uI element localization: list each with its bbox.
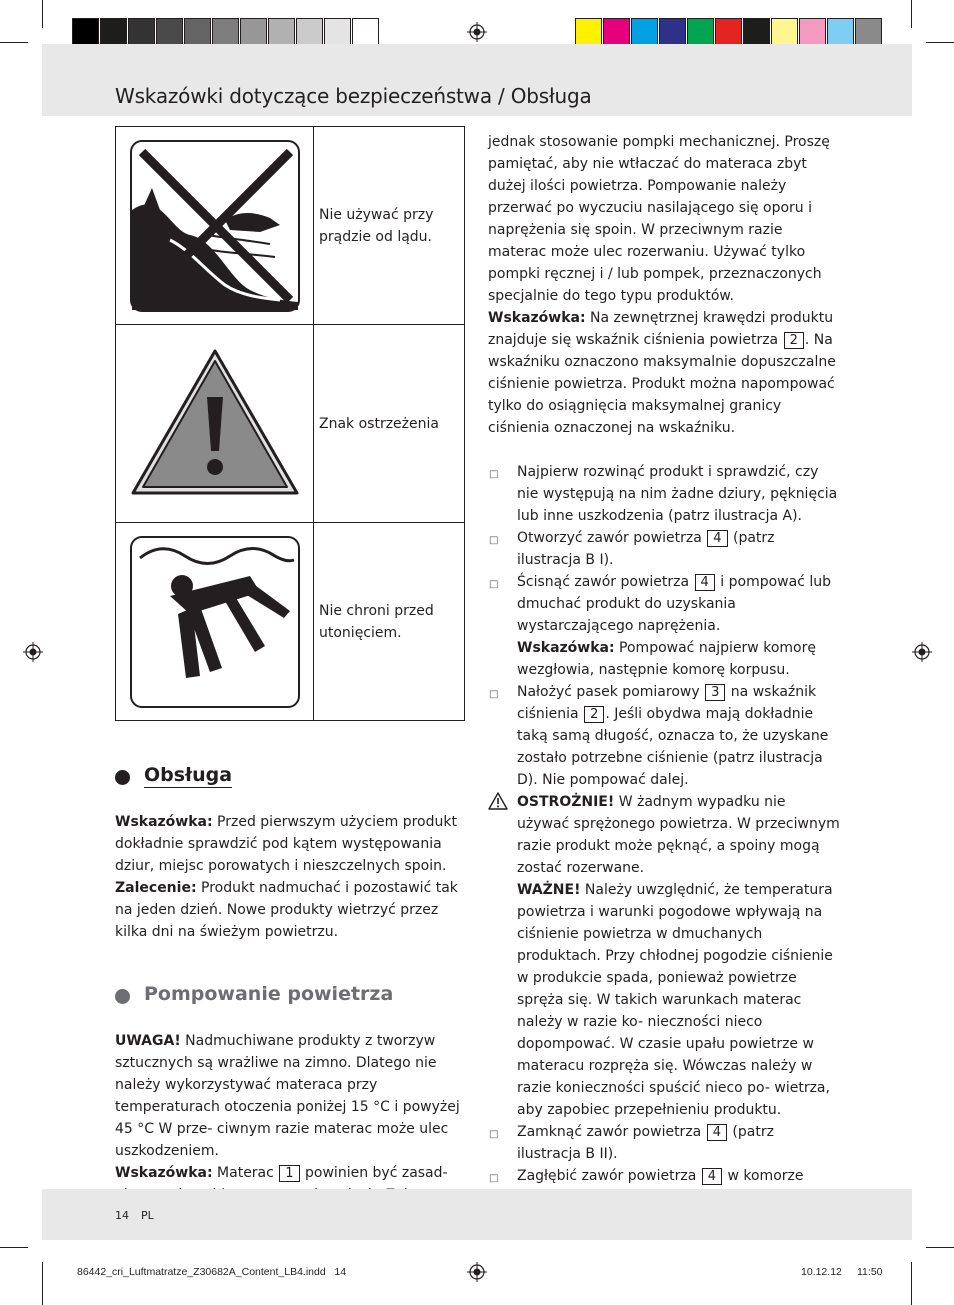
language-code: PL (141, 1209, 154, 1222)
crop-mark (926, 1247, 954, 1248)
crop-mark (911, 0, 912, 28)
gray-swatch (184, 18, 211, 46)
crop-mark (42, 1262, 43, 1305)
section-bullet (115, 989, 130, 1004)
part-number-badge: 4 (707, 1124, 727, 1141)
file-slug: 86442_cri_Luftmatratze_Z30682A_Content_LB4.indd 14 (77, 1266, 347, 1278)
gray-swatch (156, 18, 183, 46)
list-item: □ Zagłębić zawór powietrza 4 w komorze (488, 1165, 842, 1209)
pompowanie-section: UWAGA! Nadmuchiwane produkty z tworzyw sztucznych są wrażliwe na zimno. Dlatego nie należy wykorzystywać materaca przy temperaturach otoczenia poniżej 15 °C i powyżej 45 °C W prze- ciwnym razie materac może ulec uszkodzeniem. Wskazówka: Materac 1 powinien być zasad- (115, 1033, 460, 1181)
section-heading-obsluga: Obsługa (144, 764, 233, 786)
color-swatch (631, 18, 658, 46)
color-swatch (603, 18, 630, 46)
gray-swatch (352, 18, 379, 46)
color-swatch (771, 18, 798, 46)
note-text: Przed pierwszym użyciem produkt dokładnie sprawdzić pod kątem występowania dziur, miejsc porowatych i nieszczelnych spoin. (115, 814, 457, 874)
gray-swatch (128, 18, 155, 46)
table-row (116, 127, 465, 325)
gray-swatch (100, 18, 127, 46)
crop-mark (911, 1262, 912, 1305)
section-heading-pompowanie: Pompowanie powietrza (144, 983, 394, 1005)
list-item: □ Nałożyć pasek pomiarowy 3 na wskaźnik ciśnienia 2 . Jeśli obydwa mają dokładnie taką samą długość, oznacza to, że uzyskane zostało potrzebne ciśnienie (patrz ilustracja D). Nie pompować dalej. (489, 684, 829, 788)
color-swatch (575, 18, 602, 46)
checkbox-bullet-icon: □ (489, 579, 499, 590)
recommendation-text: Produkt nadmuchać i pozostawić tak na jeden dzień. Nowe produkty wietrzyć przez kilka dni na świeżym powietrzu. (115, 880, 458, 940)
symbol-description: Nie chroni przed utonięciem. (314, 523, 465, 721)
recommendation-label: Zalecenie: (115, 880, 197, 896)
no-drowning-protection-icon (130, 536, 300, 708)
part-number-badge: 4 (695, 574, 715, 591)
warning-triangle-icon (129, 347, 301, 501)
registration-mark-icon (467, 22, 487, 42)
checkbox-bullet-icon: □ (489, 469, 499, 480)
list-item: □ Zamknąć zawór powietrza 4 (patrz ilustracja B II). (489, 1124, 774, 1162)
registration-mark-icon (912, 642, 932, 662)
note-label: Wskazówka: (115, 1165, 213, 1181)
part-number-badge: 1 (279, 1165, 299, 1182)
gray-swatch (324, 18, 351, 46)
crop-mark (42, 0, 43, 28)
color-swatch (715, 18, 742, 46)
gray-swatch (72, 18, 99, 46)
crop-mark (0, 42, 28, 43)
part-number-badge: 4 (702, 1168, 722, 1185)
caution-text: Nadmuchiwane produkty z tworzyw sztucznych są wrażliwe na zimno. Dlatego nie należy wykorzystywać materaca przy temperaturach otoczenia poniżej 15 °C i powyżej 45 °C W prze- ciwnym razie materac może ulec uszkodzeniem. (115, 1033, 460, 1159)
color-swatch (827, 18, 854, 46)
right-column: jednak stosowanie pompki mechanicznej. Proszę pamiętać, aby nie wtłaczać do materaca zbyt dużej ilości powietrza. Pompowanie należy przerwać po wyczuciu nasilającego się oporu i naprężenia się spoin. W przeciwnym razie materac może ulec rozerwaniu. Używać tylko pompki ręcznej i / lub pompek, przeznaczonych specjalnie do tego typu produktów. Wskazówka: Na zewnętrznej krawędzi produktu znajduje się wskaźnik ciśnienia powietrza 2 . Na wskaźniku oznaczono maksymalnie dopuszczalne ciśnienie powietrza. Produkt można napompować tylko do osiągnięcia maksymalnej granicy ciśnienia oznaczonej na wskaźniku. □ Najpierw rozwinąć produkt i sprawdzić, czy nie występują na nim żadne dziury, pęknięcia lub inne uszkodzenia (patrz ilustracja A). □ Otworzyć zawór powietrza 4 (patrz ilustracja B I). □ Ścisnąć zawór powietrza 4 i pompować lub dmuchać produkt do uzyskania wystarczającego naprężenia. Wskazówka: Pompować najpierw komorę wezgłowia, następnie komorę korpusu. □ Nałożyć pasek pomiarowy 3 na wskaźnik ciśnienia 2 . Jeśli obydwa mają dokładnie taką samą długość, oznacza to, że uzyskane zostało potrzebne ciśnienie (patrz ilustracja D). Nie pompować dalej. OSTROŻNIE! W żadnym wypadku nie używać sprężonego powietrza. W przeciwnym razie produkt może pęknąć, a spoiny mogą zostać rozerwane. WAŻNE! Należy uwzględnić, że temperatura powietrza i warunki pogodowe wpływają na ciśnienie powietrza w dmuchanych produktach. Przy chłodnej pogodzie ciśnienie w produkcie spada, ponieważ powietrze spręża się. W takich warunkach materac należy w razie ko- nieczności nieco dopompować. W czasie upału powietrze w materacu rozpręża się. Wówczas należy w razie konieczności spuścić nieco po- wietrza, aby zapobiec przepełnieniu produktu. □ Zamknąć zawór powietrza 4 (patrz ilustracja B II). □ Zagłębić zawór powietrza 4 w komorze (488, 131, 842, 1209)
color-swatch (799, 18, 826, 46)
color-swatch (743, 18, 770, 46)
part-number-badge: 4 (707, 530, 727, 547)
symbol-description: Znak ostrzeżenia (314, 325, 465, 523)
part-number-badge: 2 (584, 706, 604, 723)
registration-mark-icon (23, 642, 43, 662)
symbols-table (115, 126, 465, 721)
section-bullet (115, 770, 130, 785)
checkbox-bullet-icon: □ (489, 1129, 499, 1140)
slug-time: 11:50 (857, 1266, 883, 1278)
color-swatch (687, 18, 714, 46)
note-label: Wskazówka: (488, 310, 586, 326)
list-item: □ Otworzyć zawór powietrza 4 (patrz ilustracja B I). (489, 530, 775, 568)
crop-mark (0, 1247, 28, 1248)
list-item: □ Najpierw rozwinąć produkt i sprawdzić, czy nie występują na nim żadne dziury, pęknięcia lub inne uszkodzenia (patrz ilustracja A). (489, 464, 838, 524)
gray-swatch (212, 18, 239, 46)
table-row (116, 523, 465, 721)
page-number: 14 (115, 1209, 129, 1222)
note-label: Wskazówka: (517, 640, 615, 656)
obsluga-section (115, 811, 467, 943)
table-row (116, 325, 465, 523)
gray-swatch (268, 18, 295, 46)
registration-mark-icon (467, 1262, 487, 1282)
checkbox-bullet-icon: □ (489, 1173, 499, 1184)
footer-band (42, 1189, 912, 1240)
checkbox-bullet-icon: □ (489, 535, 499, 546)
caution-label: UWAGA! (115, 1033, 181, 1049)
crop-mark (926, 42, 954, 43)
symbol-description: Nie używać przy prądzie od lądu. (314, 127, 465, 325)
warning-triangle-icon (488, 792, 508, 810)
slug-date: 10.12.12 (801, 1266, 842, 1278)
paragraph: jednak stosowanie pompki mechanicznej. Proszę pamiętać, aby nie wtłaczać do materaca zbyt dużej ilości powietrza. Pompowanie należy przerwać po wyczuciu nasilającego się oporu i naprężenia się spoin. W przeciwnym razie materac może ulec rozerwaniu. Używać tylko pompki ręcznej i / lub pompek, przeznaczonych specjalnie do tego typu produktów. (488, 134, 830, 304)
color-swatch (659, 18, 686, 46)
note-label: Wskazówka: (115, 814, 213, 830)
important-label: WAŻNE! (517, 882, 581, 898)
checkbox-bullet-icon: □ (489, 689, 499, 700)
color-swatch (855, 18, 882, 46)
part-number-badge: 3 (705, 684, 725, 701)
gray-swatch (296, 18, 323, 46)
gray-swatch (240, 18, 267, 46)
warning-label: OSTROŻNIE! (517, 794, 615, 810)
no-offshore-wind-icon (130, 140, 300, 312)
part-number-badge: 2 (784, 332, 804, 349)
list-item: □ Ścisnąć zawór powietrza 4 i pompować lub dmuchać produkt do uzyskania wystarczającego naprężenia. Wskazówka: Pompować najpierw komorę wezgłowia, następnie komorę korpusu. (489, 574, 831, 678)
warning-item: OSTROŻNIE! W żadnym wypadku nie używać sprężonego powietrza. W przeciwnym razie produkt może pęknąć, a spoiny mogą zostać rozerwane. WAŻNE! Należy uwzględnić, że temperatura powietrza i warunki pogodowe wpływają na ciśnienie powietrza w dmuchanych produktach. Przy chłodnej pogodzie ciśnienie w produkcie spada, ponieważ powietrze spręża się. W takich warunkach materac należy w razie ko- nieczności nieco dopompować. W czasie upału powietrze w materacu rozpręża się. Wówczas należy w razie konieczności spuścić nieco po- wietrza, aby zapobiec przepełnieniu produktu. (488, 791, 842, 1121)
page-title: Wskazówki dotyczące bezpieczeństwa / Obsługa (115, 84, 592, 108)
